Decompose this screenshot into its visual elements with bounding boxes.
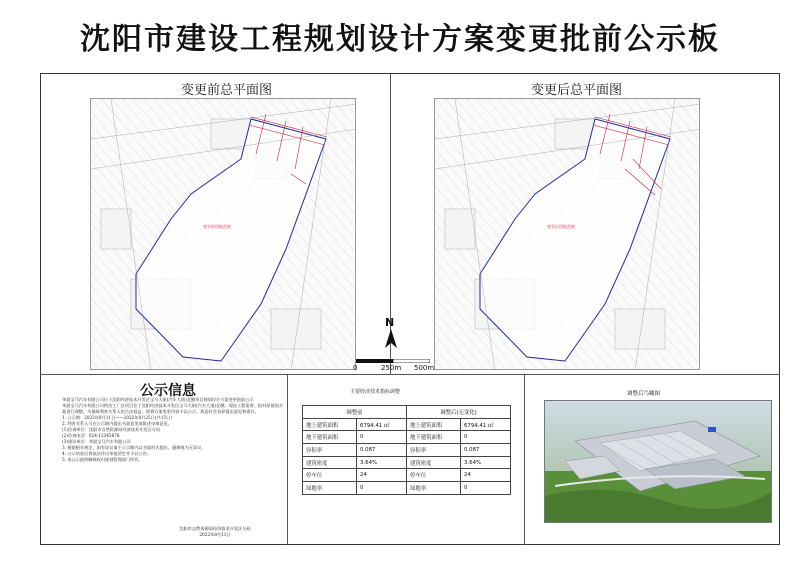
after-plan-title: 变更后总平面图	[531, 83, 623, 98]
row-label: 建筑密度	[406, 456, 460, 469]
row-label: 地上建筑面积	[406, 418, 460, 431]
info-paragraph: 3. 根据相关规定，如有异议请于公示期内以书面形式提出，逾期视为无异议。	[62, 445, 206, 450]
info-paragraph: 4. 公示结束后将依法作出审批决定并予以公告。	[62, 451, 152, 456]
row-value: 0	[461, 482, 511, 495]
after-site-plan-drawing	[435, 99, 700, 370]
row-label: 停车位	[406, 469, 460, 482]
scale-bar	[356, 359, 430, 363]
scale-label-end: 500m	[414, 364, 435, 372]
before-site-plan	[90, 98, 356, 370]
row-label: 绿地率	[303, 482, 357, 495]
info-paragraph: 1. 公示期：2022年8月11日——2022年8月25日(共15日)	[62, 415, 172, 420]
public-info-text	[62, 397, 284, 463]
row-value: 24	[461, 469, 511, 482]
row-value: 0	[461, 431, 511, 444]
header-after: 调整后(无变化)	[406, 406, 510, 419]
divider	[40, 374, 780, 375]
row-label: 地下建筑面积	[303, 431, 357, 444]
scale-label-mid: 250m	[381, 364, 402, 372]
index-table	[302, 405, 511, 495]
aerial-view-drawing	[545, 401, 772, 523]
index-table-title: 主要经济技术指标调整	[350, 389, 401, 395]
aerial-title: 调整后鸟瞰图	[627, 391, 661, 397]
table-header-row	[303, 406, 511, 419]
after-site-plan	[434, 98, 700, 370]
info-paragraph: 华晨宝马汽车有限公司铁西工厂区项目位于沈阳经济技术开发区宝马大街(汽车大道)北侧。现因工程需要，拟对原规划方案进行调整。为保障利害关系人的合法权益，现将方案变更内容予以公示，欢迎社会各界提出意见和建议。	[62, 403, 284, 414]
sign-date: 2022年8月11日	[199, 532, 231, 537]
row-value: 0	[357, 482, 407, 495]
info-paragraph: 5. 本公示最终解释权归规划管理部门所有。	[62, 457, 143, 462]
row-value: 0	[357, 431, 407, 444]
svg-text:变更前用地范围: 变更前用地范围	[203, 224, 231, 229]
info-paragraph: (3)建设单位：华晨宝马汽车有限公司	[62, 439, 131, 444]
info-paragraph: 华晨宝马汽车有限公司位于沈阳经济技术开发区宝马大街(汽车大道)北侧项目规划设计方案变更批前公示	[62, 397, 254, 402]
public-info-title: 公示信息	[140, 383, 196, 399]
row-value: 0.087	[357, 444, 407, 457]
row-label: 容积率	[406, 444, 460, 457]
table-row	[303, 482, 511, 495]
info-paragraph: (1)咨询单位：沈阳市自然资源局经济技术开发区分局	[62, 427, 161, 432]
row-value: 24	[357, 469, 407, 482]
row-label: 停车位	[303, 469, 357, 482]
row-value: 3.64%	[461, 456, 511, 469]
table-row	[303, 444, 511, 457]
before-plan-title: 变更前总平面图	[181, 83, 273, 98]
board-title: 沈阳市建设工程规划设计方案变更批前公示板	[80, 22, 720, 57]
north-label: N	[385, 316, 395, 329]
row-label: 地上建筑面积	[303, 418, 357, 431]
divider	[287, 375, 288, 545]
info-paragraph: 2. 利害关系人可在公示期内提出书面意见或陈述申辩意见。	[62, 421, 173, 426]
scale-label-zero: 0	[353, 364, 358, 372]
row-label: 地下建筑面积	[406, 431, 460, 444]
row-label: 容积率	[303, 444, 357, 457]
row-label: 建筑密度	[303, 456, 357, 469]
signer: 沈阳市自然资源局经济技术开发区分局	[179, 526, 251, 531]
public-info-signature	[170, 526, 260, 538]
aerial-view-image	[544, 400, 772, 523]
row-value: 6794.41 ㎡	[461, 418, 511, 431]
row-value: 3.64%	[357, 456, 407, 469]
divider	[524, 375, 525, 545]
header-before: 调整前	[303, 406, 407, 419]
row-value: 6794.41 ㎡	[357, 418, 407, 431]
info-paragraph: (2)咨询电话：024-12345678	[62, 433, 120, 438]
svg-text:变更后用地范围: 变更后用地范围	[547, 224, 575, 229]
before-site-plan-drawing	[91, 99, 356, 370]
row-label: 绿地率	[406, 482, 460, 495]
table-row	[303, 456, 511, 469]
table-row	[303, 469, 511, 482]
table-row	[303, 431, 511, 444]
table-row	[303, 418, 511, 431]
row-value: 0.087	[461, 444, 511, 457]
